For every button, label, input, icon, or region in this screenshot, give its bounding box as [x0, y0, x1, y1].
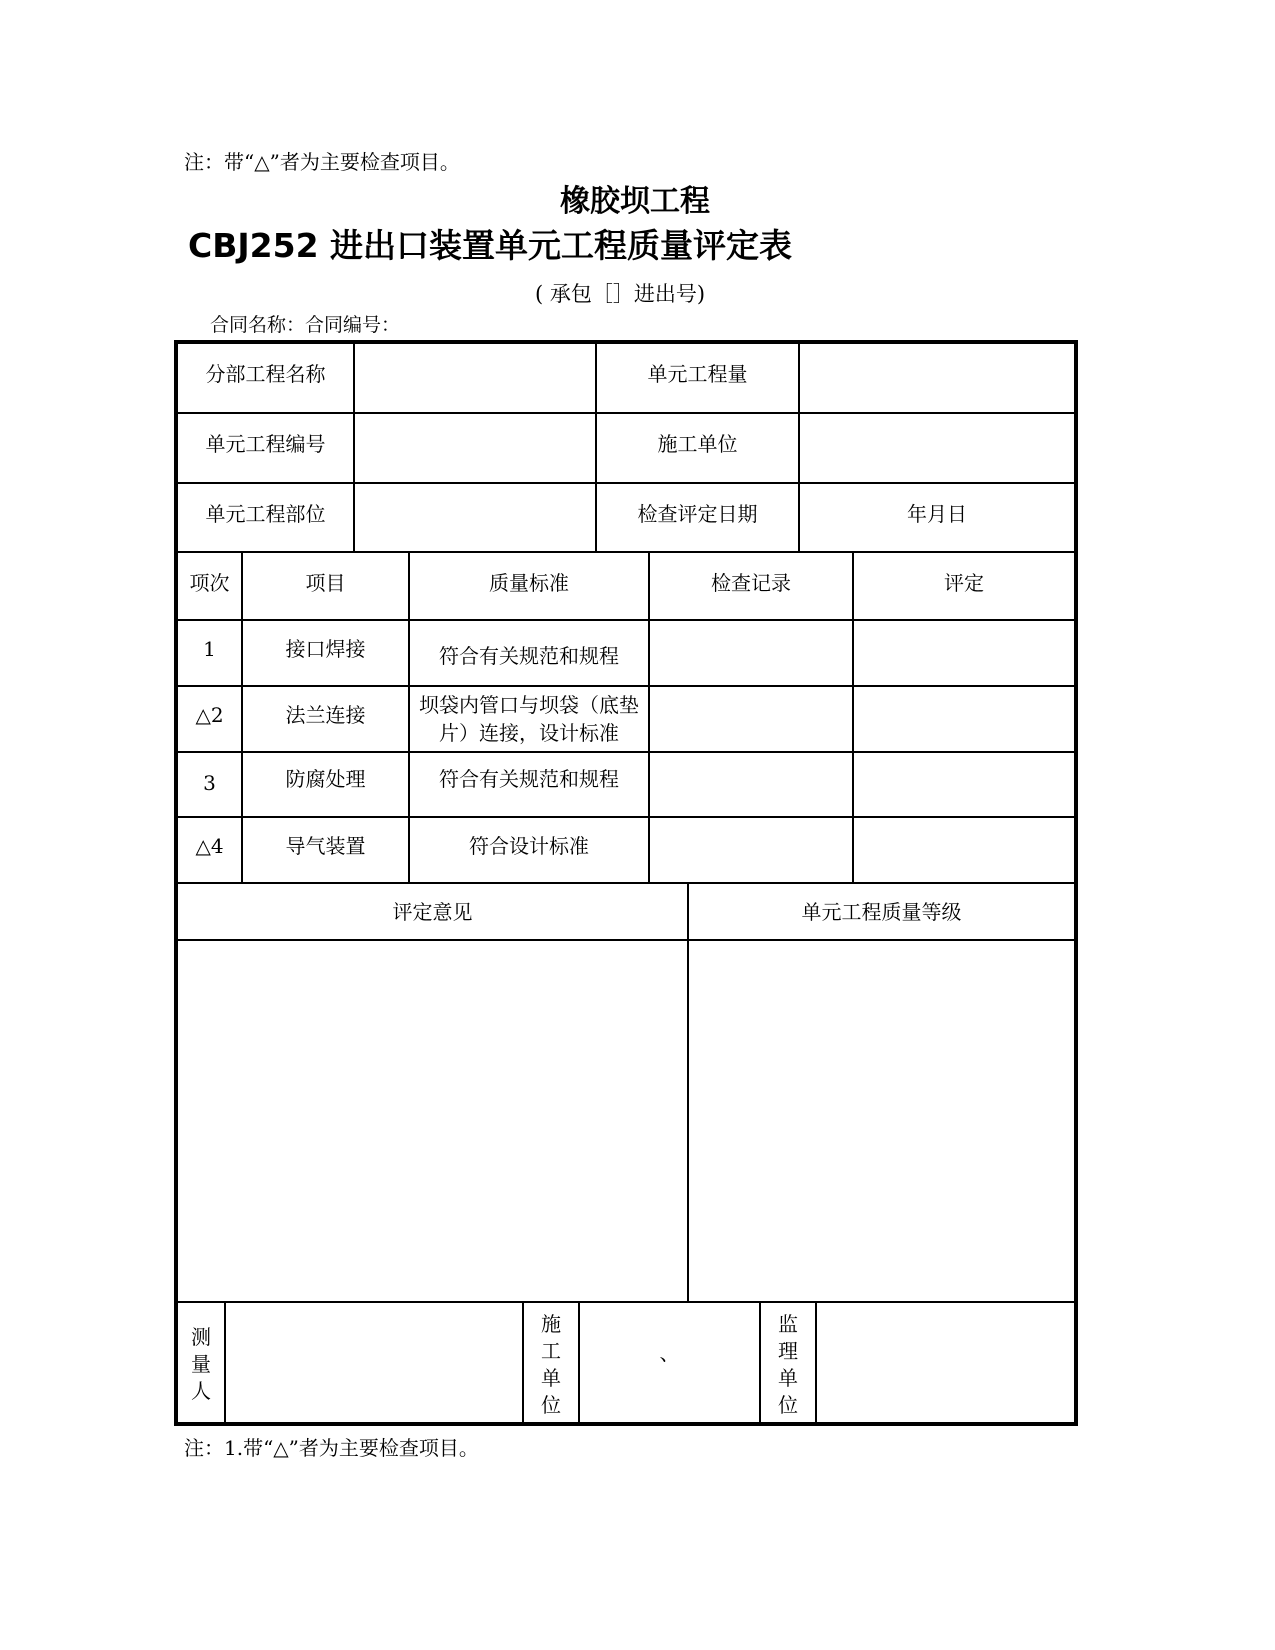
- col-header-record: 检查记录: [711, 571, 791, 595]
- row-4-item: 导气装置: [285, 834, 366, 858]
- row-1-no: 1: [203, 637, 216, 661]
- col-header-no: 项次: [189, 571, 230, 595]
- row-3-standard: 符合有关规范和规程: [439, 767, 619, 791]
- row-2-rating[interactable]: [854, 687, 1074, 751]
- col-header-item: 项目: [305, 571, 346, 595]
- contractor-signature[interactable]: [580, 1303, 759, 1403]
- quantity-value[interactable]: [800, 344, 1074, 412]
- location-label: 单元工程部位: [205, 502, 326, 526]
- row-4-standard: 符合设计标准: [469, 834, 589, 858]
- top-note: 注：带“△”者为主要检查项目。: [184, 150, 460, 174]
- row-4-record[interactable]: [650, 818, 852, 882]
- row-1-record[interactable]: [650, 621, 852, 685]
- evaluation-table: [174, 340, 1078, 1426]
- contractor-sign-label: [524, 1303, 578, 1426]
- surveyor-signature[interactable]: [226, 1303, 522, 1426]
- supervisor-sign-label: [761, 1303, 815, 1426]
- subtitle: ( 承包［］进出号): [535, 282, 706, 306]
- supervisor-sign-char: 监: [778, 1311, 798, 1336]
- contract-line: 合同名称：合同编号：: [210, 314, 401, 336]
- supervisor-signature[interactable]: [817, 1303, 1074, 1426]
- surveyor-label: [178, 1303, 224, 1426]
- row-1-rating[interactable]: [854, 621, 1074, 685]
- contractor-value[interactable]: [800, 414, 1074, 482]
- supervisor-sign-char: 位: [778, 1392, 798, 1417]
- date-value[interactable]: 年月日: [907, 502, 967, 526]
- form-title: CBJ252 进出口装置单元工程质量评定表: [188, 226, 793, 265]
- row-2-record[interactable]: [650, 687, 852, 751]
- quantity-label: 单元工程量: [647, 362, 748, 386]
- row-3-item: 防腐处理: [285, 767, 366, 791]
- date-label: 检查评定日期: [637, 502, 758, 526]
- contractor-sign-char: 施: [541, 1311, 561, 1336]
- surveyor-char: 人: [191, 1379, 211, 1403]
- main-title: 橡胶坝工程: [560, 184, 710, 219]
- grade-area[interactable]: [689, 941, 1074, 1301]
- unit-no-value[interactable]: [355, 414, 595, 482]
- contractor-label: 施工单位: [657, 432, 738, 456]
- supervisor-sign-char: 单: [778, 1365, 798, 1390]
- contractor-sign-char: 工: [541, 1338, 561, 1363]
- surveyor-char: 量: [191, 1352, 211, 1376]
- row-3-no: 3: [203, 771, 216, 795]
- location-value[interactable]: [355, 484, 595, 551]
- contractor-sign-char: 位: [541, 1392, 561, 1417]
- row-2-standard: 坝袋内管口与坝袋（底垫片）连接，设计标准: [419, 693, 639, 745]
- row-1-standard: 符合有关规范和规程: [439, 644, 619, 668]
- row-3-record[interactable]: [650, 753, 852, 816]
- contractor-sign-char: 单: [541, 1365, 561, 1390]
- row-1-item: 接口焊接: [285, 637, 366, 661]
- opinion-area[interactable]: [178, 941, 687, 1301]
- col-header-rating: 评定: [944, 571, 984, 595]
- supervisor-sign-char: 理: [778, 1338, 798, 1363]
- surveyor-char: 测: [191, 1325, 211, 1349]
- col-header-standard: 质量标准: [489, 571, 569, 595]
- row-3-rating[interactable]: [854, 753, 1074, 816]
- opinion-label: 评定意见: [392, 899, 473, 924]
- bottom-note: 注：1.带“△”者为主要检查项目。: [184, 1436, 479, 1460]
- row-4-no: △4: [195, 834, 224, 858]
- grade-label: 单元工程质量等级: [801, 899, 962, 924]
- unit-no-label: 单元工程编号: [205, 432, 326, 456]
- division-value[interactable]: [355, 344, 595, 412]
- division-label: 分部工程名称: [205, 362, 326, 386]
- row-2-no: △2: [195, 703, 224, 727]
- row-2-item: 法兰连接: [285, 703, 366, 727]
- contractor-mark: 、: [659, 1341, 680, 1365]
- row-4-rating[interactable]: [854, 818, 1074, 882]
